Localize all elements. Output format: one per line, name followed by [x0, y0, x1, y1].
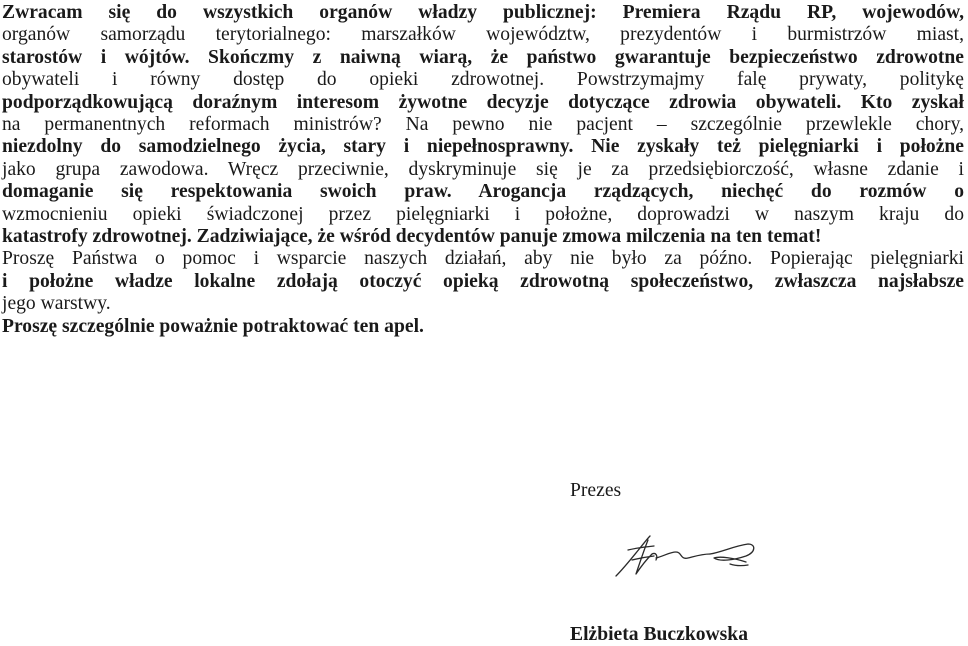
handwritten-signature	[610, 528, 760, 584]
text-line: Zwracam się do wszystkich organów władzy publicznej: Premiera Rządu RP, wojewodów,	[2, 2, 964, 23]
signatory-name: Elżbieta Buczkowska	[570, 624, 748, 645]
text-line: wzmocnieniu opieki świadczonej przez pielęgniarki i położne, doprowadzi w naszym kraju do	[2, 203, 964, 225]
signatory-title: Prezes	[570, 480, 622, 501]
text-line: Proszę szczególnie poważnie potraktować ten apel.	[2, 315, 424, 337]
text-line: Proszę Państwa o pomoc i wsparcie naszych działań, aby nie było za późno. Popierając pielęgniarki	[2, 248, 964, 270]
text-line: niezdolny do samodzielnego życia, stary i niepełnosprawny. Nie zyskały też pielęgniarki i położne	[2, 136, 964, 158]
paragraph-2	[2, 248, 964, 315]
paragraph-1	[2, 2, 964, 248]
letter-document	[2, 2, 964, 338]
paragraph-3	[2, 316, 964, 338]
text-line: domaganie się respektowania swoich praw. Arogancja rządzących, niechęć do rozmów o	[2, 181, 964, 203]
text-line: na permanentnych reformach ministrów? Na pewno nie pacjent – szczególnie przewlekle chory,	[2, 114, 964, 136]
text-line: katastrofy zdrowotnej. Zadziwiające, że wśród decydentów panuje zmowa milczenia na ten temat!	[2, 226, 822, 248]
text-line: organów samorządu terytorialnego: marszałków województw, prezydentów i burmistrzów miast,	[2, 24, 964, 46]
text-line: starostów i wójtów. Skończmy z naiwną wiarą, że państwo gwarantuje bezpieczeństwo zdrowotne	[2, 46, 964, 68]
text-line: obywateli i równy dostęp do opieki zdrowotnej. Powstrzymajmy falę prywaty, politykę	[2, 69, 964, 91]
text-line: i położne władze lokalne zdołają otoczyć opieką zdrowotną społeczeństwo, zwłaszcza najsłabsze	[2, 270, 964, 292]
text-line: podporządkowującą doraźnym interesom żywotne decyzje dotyczące zdrowia obywateli. Kto zyskał	[2, 91, 964, 113]
text-line: jako grupa zawodowa. Wręcz przeciwnie, dyskryminuje się je za przedsiębiorczość, własne zdanie i	[2, 158, 964, 180]
text-line: jego warstwy.	[2, 293, 111, 315]
